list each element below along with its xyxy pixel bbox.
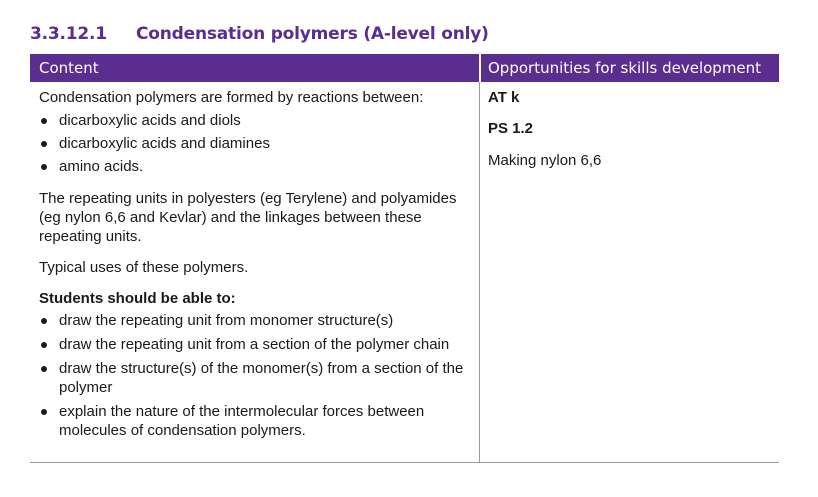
content-cell	[39, 88, 475, 440]
list-item: draw the repeating unit from monomer structure(s)	[39, 311, 475, 330]
column-divider	[479, 82, 480, 462]
spec-table	[30, 54, 779, 463]
intro-text: Condensation polymers are formed by reactions between:	[39, 89, 424, 106]
activity-text: Making nylon 6,6	[488, 152, 602, 169]
ps-code: PS 1.2	[488, 120, 534, 137]
list-item: draw the repeating unit from a section of the polymer chain	[39, 335, 475, 354]
students-heading: Students should be able to:	[39, 290, 236, 307]
skills-column-header: Opportunities for skills development	[488, 59, 762, 77]
table-header-row	[30, 54, 779, 82]
list-item: explain the nature of the intermolecular forces between molecules of condensation polymers.	[39, 402, 475, 440]
reaction-list	[39, 111, 475, 176]
uses-text: Typical uses of these polymers.	[39, 259, 249, 276]
list-item: amino acids.	[39, 157, 475, 176]
repeating-units-text: The repeating units in polyesters (eg Terylene) and polyamides (eg nylon 6,6 and Kevlar) and the linkages between these repeating units.	[39, 190, 457, 245]
content-column-header: Content	[39, 59, 99, 77]
section-title: Condensation polymers (A-level only)	[136, 24, 489, 44]
students-list	[39, 311, 475, 440]
header-divider	[479, 54, 481, 82]
section-number: 3.3.12.1	[30, 24, 107, 44]
at-code: AT k	[488, 89, 520, 106]
list-item: dicarboxylic acids and diamines	[39, 134, 475, 153]
list-item: dicarboxylic acids and diols	[39, 111, 475, 130]
skills-cell	[488, 88, 773, 170]
list-item: draw the structure(s) of the monomer(s) from a section of the polymer	[39, 359, 475, 397]
section-heading	[30, 20, 489, 48]
